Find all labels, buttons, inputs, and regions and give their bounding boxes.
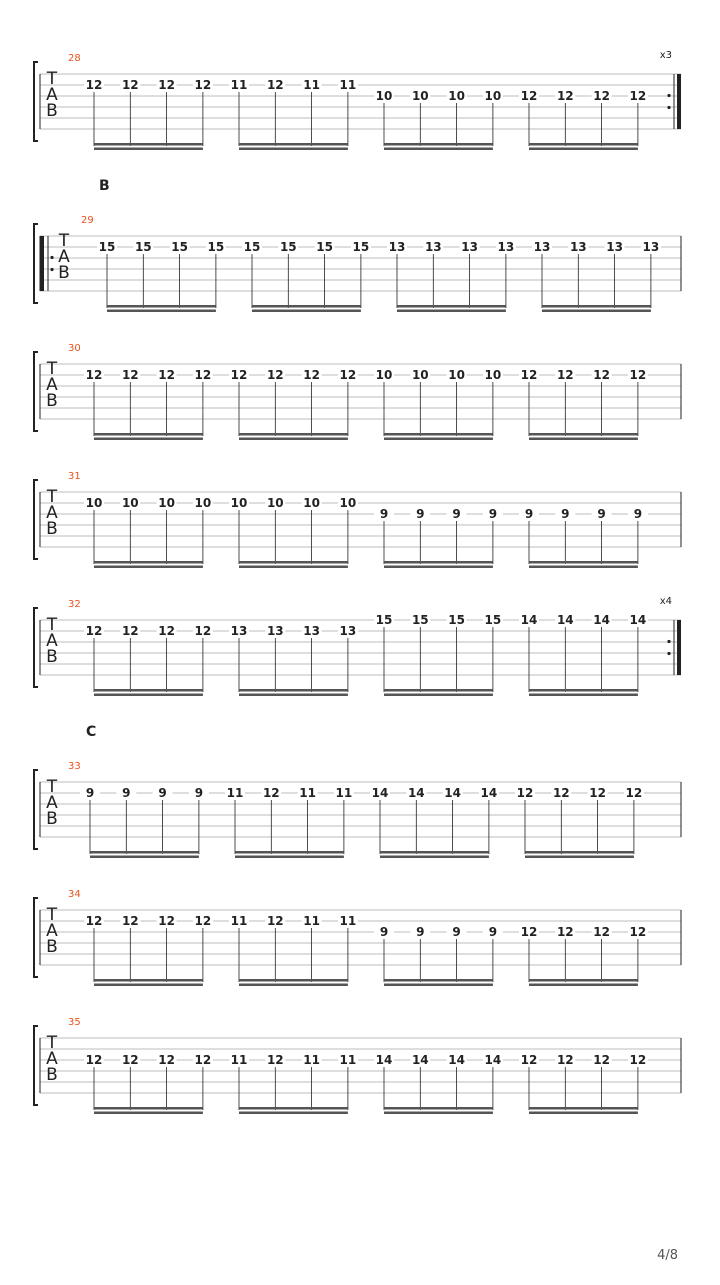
tab-system-31 <box>34 471 681 568</box>
beam-primary <box>239 561 348 564</box>
beam-primary <box>529 433 638 436</box>
tab-clef-a: A <box>46 921 58 941</box>
measure-number: 34 <box>68 889 81 900</box>
tab-clef-a: A <box>46 1049 58 1069</box>
repeat-start-thick-bar <box>40 236 44 291</box>
beam-primary <box>235 851 344 854</box>
fret-number: 14 <box>411 1053 429 1067</box>
fret-number: 9 <box>122 786 131 800</box>
page-number: 4/8 <box>657 1248 678 1263</box>
staff-brace <box>34 352 38 431</box>
fret-number: 12 <box>556 368 574 382</box>
fret-number: 15 <box>207 240 225 254</box>
fret-number: 10 <box>411 368 429 382</box>
fret-number: 12 <box>552 786 570 800</box>
repeat-end-thick-bar <box>677 74 681 129</box>
beam-primary <box>94 979 203 982</box>
fret-number: 15 <box>411 613 429 627</box>
beam-secondary <box>397 310 506 313</box>
tab-clef-b: B <box>46 937 58 957</box>
fret-number: 12 <box>593 368 610 382</box>
beam-primary <box>107 305 216 308</box>
tab-clef-a: A <box>46 375 58 395</box>
fret-number: 12 <box>121 1053 139 1067</box>
tab-clef-a: A <box>46 631 58 651</box>
fret-number: 12 <box>593 89 610 103</box>
fret-number: 12 <box>556 89 574 103</box>
tab-system-35 <box>34 1017 681 1114</box>
fret-number: 12 <box>121 368 139 382</box>
fret-number: 10 <box>194 496 212 510</box>
fret-number: 12 <box>593 925 610 939</box>
fret-number: 9 <box>416 925 425 939</box>
fret-number: 12 <box>194 914 212 928</box>
tab-clef-t: T <box>46 359 58 379</box>
fret-number: 12 <box>266 78 284 92</box>
fret-number: 10 <box>448 368 465 382</box>
tab-system-29 <box>34 178 681 312</box>
fret-number: 9 <box>194 786 204 800</box>
fret-number: 13 <box>606 240 623 254</box>
fret-number: 12 <box>589 786 606 800</box>
fret-number: 11 <box>339 1053 357 1067</box>
repeat-dot <box>50 256 53 259</box>
fret-number: 9 <box>85 786 95 800</box>
staff-brace <box>34 1026 38 1105</box>
fret-number: 12 <box>158 78 175 92</box>
measure-number: 30 <box>68 343 81 354</box>
fret-number: 12 <box>158 1053 175 1067</box>
beam-primary <box>380 851 489 854</box>
fret-number: 12 <box>629 1053 647 1067</box>
beam-secondary <box>239 694 348 697</box>
fret-number: 14 <box>520 613 538 627</box>
beam-secondary <box>107 310 216 313</box>
fret-number: 9 <box>488 507 498 521</box>
fret-number: 14 <box>556 613 574 627</box>
beam-secondary <box>542 310 651 313</box>
fret-number: 12 <box>230 368 248 382</box>
section-marker: C <box>86 724 97 740</box>
beam-secondary <box>239 984 348 987</box>
fret-number: 15 <box>243 240 261 254</box>
fret-number: 12 <box>625 786 643 800</box>
fret-number: 12 <box>556 1053 574 1067</box>
fret-number: 15 <box>98 240 116 254</box>
measure-number: 31 <box>68 471 81 482</box>
fret-number: 11 <box>230 78 248 92</box>
fret-number: 12 <box>593 1053 610 1067</box>
measure-number: 32 <box>68 599 81 610</box>
fret-number: 14 <box>629 613 647 627</box>
beam-secondary <box>529 984 638 987</box>
beam-primary <box>529 1107 638 1110</box>
beam-secondary <box>239 438 348 441</box>
fret-number: 11 <box>230 1053 248 1067</box>
beam-primary <box>384 561 493 564</box>
beam-secondary <box>94 438 203 441</box>
tab-system-28 <box>34 50 681 150</box>
tab-clef-b: B <box>58 263 70 283</box>
fret-number: 12 <box>85 78 103 92</box>
beam-primary <box>384 979 493 982</box>
beam-primary <box>529 143 638 146</box>
fret-number: 14 <box>444 786 461 800</box>
fret-number: 15 <box>448 613 465 627</box>
tab-system-34 <box>34 889 681 986</box>
beam-secondary <box>384 984 493 987</box>
fret-number: 10 <box>484 368 502 382</box>
fret-number: 12 <box>520 925 538 939</box>
fret-number: 10 <box>121 496 139 510</box>
fret-number: 12 <box>158 368 175 382</box>
tab-clef-a: A <box>46 793 58 813</box>
fret-number: 9 <box>633 507 643 521</box>
staff-brace <box>34 898 38 977</box>
fret-number: 9 <box>524 507 534 521</box>
fret-number: 12 <box>121 78 139 92</box>
fret-number: 10 <box>339 496 357 510</box>
fret-number: 12 <box>85 914 103 928</box>
fret-number: 12 <box>339 368 357 382</box>
beam-secondary <box>384 566 493 569</box>
fret-number: 9 <box>379 925 389 939</box>
fret-number: 12 <box>629 368 647 382</box>
measure-number: 28 <box>68 53 81 64</box>
fret-number: 12 <box>556 925 574 939</box>
fret-number: 15 <box>171 240 188 254</box>
fret-number: 14 <box>448 1053 465 1067</box>
fret-number: 14 <box>407 786 425 800</box>
tab-clef-b: B <box>46 809 58 829</box>
beam-secondary <box>384 148 493 151</box>
measure-number: 29 <box>81 215 94 226</box>
repeat-dot <box>667 640 670 643</box>
beam-primary <box>90 851 199 854</box>
fret-number: 14 <box>593 613 610 627</box>
fret-number: 13 <box>569 240 587 254</box>
beam-primary <box>384 433 493 436</box>
beam-secondary <box>94 984 203 987</box>
fret-number: 9 <box>561 507 570 521</box>
fret-number: 13 <box>424 240 442 254</box>
staff-brace <box>34 480 38 559</box>
beam-primary <box>94 143 203 146</box>
fret-number: 12 <box>520 368 538 382</box>
fret-number: 15 <box>375 613 393 627</box>
beam-primary <box>529 689 638 692</box>
fret-number: 11 <box>339 78 357 92</box>
fret-number: 12 <box>121 914 139 928</box>
fret-number: 14 <box>480 786 498 800</box>
fret-number: 12 <box>194 78 212 92</box>
beam-primary <box>94 561 203 564</box>
tab-clef-t: T <box>46 487 58 507</box>
fret-number: 9 <box>158 786 167 800</box>
fret-number: 13 <box>266 624 284 638</box>
beam-primary <box>529 561 638 564</box>
fret-number: 10 <box>230 496 248 510</box>
fret-number: 13 <box>388 240 406 254</box>
fret-number: 12 <box>303 368 320 382</box>
beam-secondary <box>529 566 638 569</box>
fret-number: 12 <box>266 914 284 928</box>
tab-system-30 <box>34 343 681 440</box>
fret-number: 15 <box>352 240 370 254</box>
beam-secondary <box>529 1112 638 1115</box>
staff-brace <box>34 224 38 303</box>
fret-number: 11 <box>303 914 320 928</box>
tab-system-32 <box>34 596 681 696</box>
tab-clef-b: B <box>46 647 58 667</box>
staff-brace <box>34 62 38 141</box>
beam-primary <box>239 143 348 146</box>
beam-primary <box>94 1107 203 1110</box>
beam-secondary <box>239 1112 348 1115</box>
fret-number: 9 <box>416 507 425 521</box>
fret-number: 12 <box>158 624 175 638</box>
beam-secondary <box>384 1112 493 1115</box>
fret-number: 11 <box>230 914 248 928</box>
repeat-count: x3 <box>659 50 672 61</box>
measure-number: 33 <box>68 761 81 772</box>
beam-primary <box>239 1107 348 1110</box>
fret-number: 9 <box>597 507 606 521</box>
beam-secondary <box>235 856 344 859</box>
repeat-dot <box>667 94 670 97</box>
beam-secondary <box>90 856 199 859</box>
fret-number: 14 <box>371 786 389 800</box>
beam-primary <box>525 851 634 854</box>
section-marker: B <box>99 178 110 194</box>
repeat-end-thick-bar <box>677 620 681 675</box>
tab-clef-b: B <box>46 101 58 121</box>
fret-number: 10 <box>303 496 320 510</box>
tab-clef-t: T <box>58 231 70 251</box>
fret-number: 13 <box>461 240 478 254</box>
fret-number: 13 <box>642 240 660 254</box>
tab-system-33 <box>34 724 681 858</box>
fret-number: 9 <box>452 507 461 521</box>
tab-clef-b: B <box>46 519 58 539</box>
beam-primary <box>397 305 506 308</box>
beam-secondary <box>384 438 493 441</box>
measure-number: 35 <box>68 1017 81 1028</box>
fret-number: 12 <box>194 1053 212 1067</box>
fret-number: 13 <box>230 624 248 638</box>
fret-number: 14 <box>484 1053 502 1067</box>
fret-number: 11 <box>335 786 353 800</box>
beam-secondary <box>525 856 634 859</box>
beam-secondary <box>380 856 489 859</box>
fret-number: 10 <box>484 89 502 103</box>
fret-number: 15 <box>484 613 502 627</box>
tab-clef-t: T <box>46 777 58 797</box>
tab-clef-b: B <box>46 1065 58 1085</box>
fret-number: 15 <box>279 240 297 254</box>
repeat-count: x4 <box>659 596 672 607</box>
tab-clef-a: A <box>46 503 58 523</box>
fret-number: 12 <box>629 925 647 939</box>
fret-number: 10 <box>158 496 175 510</box>
beam-primary <box>542 305 651 308</box>
beam-primary <box>384 1107 493 1110</box>
fret-number: 12 <box>85 1053 103 1067</box>
fret-number: 12 <box>629 89 647 103</box>
fret-number: 13 <box>303 624 320 638</box>
beam-primary <box>384 689 493 692</box>
beam-secondary <box>94 694 203 697</box>
beam-secondary <box>94 566 203 569</box>
fret-number: 12 <box>158 914 175 928</box>
fret-number: 15 <box>134 240 152 254</box>
beam-secondary <box>239 566 348 569</box>
fret-number: 12 <box>266 368 284 382</box>
tab-clef-t: T <box>46 615 58 635</box>
tab-clef-b: B <box>46 391 58 411</box>
repeat-dot <box>50 268 53 271</box>
beam-primary <box>239 433 348 436</box>
tab-clef-a: A <box>58 247 70 267</box>
beam-primary <box>384 143 493 146</box>
fret-number: 13 <box>533 240 551 254</box>
fret-number: 9 <box>379 507 389 521</box>
fret-number: 9 <box>488 925 498 939</box>
fret-number: 12 <box>262 786 280 800</box>
beam-secondary <box>252 310 361 313</box>
tab-clef-a: A <box>46 85 58 105</box>
beam-primary <box>529 979 638 982</box>
fret-number: 15 <box>316 240 333 254</box>
tab-clef-t: T <box>46 1033 58 1053</box>
beam-secondary <box>239 148 348 151</box>
fret-number: 11 <box>303 1053 320 1067</box>
fret-number: 10 <box>85 496 103 510</box>
fret-number: 11 <box>299 786 316 800</box>
beam-primary <box>94 689 203 692</box>
fret-number: 14 <box>375 1053 393 1067</box>
fret-number: 10 <box>375 368 393 382</box>
beam-secondary <box>529 438 638 441</box>
beam-secondary <box>529 694 638 697</box>
fret-number: 9 <box>452 925 461 939</box>
beam-secondary <box>384 694 493 697</box>
fret-number: 12 <box>516 786 534 800</box>
fret-number: 10 <box>375 89 393 103</box>
beam-secondary <box>529 148 638 151</box>
repeat-dot <box>667 106 670 109</box>
beam-secondary <box>94 148 203 151</box>
fret-number: 13 <box>339 624 357 638</box>
fret-number: 11 <box>339 914 357 928</box>
fret-number: 10 <box>266 496 284 510</box>
fret-number: 10 <box>411 89 429 103</box>
fret-number: 13 <box>497 240 515 254</box>
fret-number: 12 <box>85 624 103 638</box>
fret-number: 12 <box>520 89 538 103</box>
fret-number: 12 <box>194 368 212 382</box>
fret-number: 12 <box>85 368 103 382</box>
fret-number: 12 <box>520 1053 538 1067</box>
beam-primary <box>94 433 203 436</box>
fret-number: 11 <box>226 786 244 800</box>
staff-brace <box>34 770 38 849</box>
fret-number: 12 <box>266 1053 284 1067</box>
tab-clef-t: T <box>46 69 58 89</box>
beam-primary <box>252 305 361 308</box>
fret-number: 12 <box>194 624 212 638</box>
tab-clef-t: T <box>46 905 58 925</box>
staff-brace <box>34 608 38 687</box>
fret-number: 12 <box>121 624 139 638</box>
fret-number: 10 <box>448 89 465 103</box>
beam-primary <box>239 689 348 692</box>
repeat-dot <box>667 652 670 655</box>
beam-secondary <box>94 1112 203 1115</box>
beam-primary <box>239 979 348 982</box>
fret-number: 11 <box>303 78 320 92</box>
